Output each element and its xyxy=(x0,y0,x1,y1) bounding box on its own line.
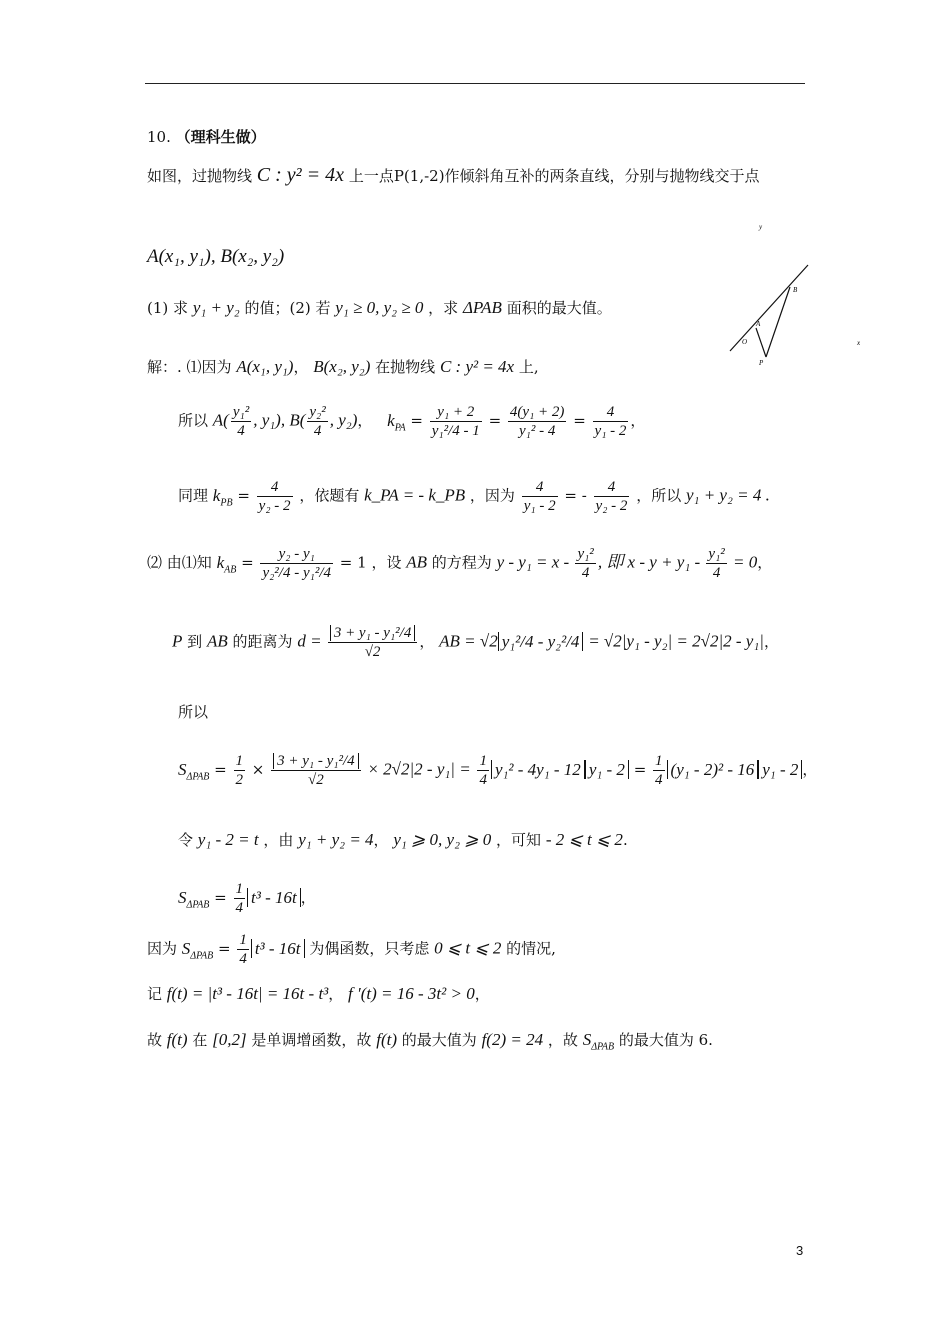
s11-ji: 记 xyxy=(147,985,163,1003)
s5-ab: AB xyxy=(206,631,228,651)
solution-line-4: ⑵ 由⑴知 $k_{AB}$ = $\frac{\text{y₂ - y₁}}{\text{y₂²/4 - y₁²/4}}$ = 1 ，设 AB 的方程为 y - y₁ = x - $\frac{\text{y₁²}}{4}$ , 即 x - y + y₁ - $\frac{\text{y₁²}}{4}$ = 0， xyxy=(147,546,773,581)
f-definition: f(t) = |t³ - 16t| = 16t - t³ xyxy=(166,984,329,1003)
figure-label-o: O xyxy=(742,338,748,346)
slope-relation: k_PA = - k_PB xyxy=(364,485,466,505)
intro-suffix: 上一点P(1,-2)作倾斜角互补的两条直线，分别与抛物线交于点 xyxy=(348,167,760,185)
ab-length: AB = √2 xyxy=(439,631,498,651)
s5-p: P xyxy=(172,631,183,651)
s2-pts-c: , y₂) xyxy=(329,410,358,430)
s3-mid2: ，因为 xyxy=(469,486,515,505)
fraction: $\frac{\text{y₁²}}{4}$ xyxy=(708,546,725,581)
problem-intro xyxy=(147,163,760,187)
fraction: $\frac{\text{3 + y₁ - y₁²/4}}{√2}$ xyxy=(271,752,361,789)
solution-line-11: 记 f(t) = |t³ - 16t| = 16t - t³， f ′(t) = 16 - 3t² > 0， xyxy=(147,984,490,1003)
s2-pts-a: A( xyxy=(212,410,229,430)
s1-curve: C : y² = 4x xyxy=(439,357,515,376)
s1-mid: 在抛物线 xyxy=(375,358,436,376)
s10-suffix: 为偶函数，只考虑 xyxy=(309,939,430,958)
s12-interval: [0,2] xyxy=(212,1030,247,1049)
slope-pa-sub: PA xyxy=(394,421,406,433)
s1-point-b: B(x₂, y₂) xyxy=(313,357,371,376)
solution-line-7: $S_{\Delta PAB}$ = $\frac{1}{2}$ × $\frac{\text{3 + y₁ - y₁²/4}}{√2}$ × 2√2|2 - y₁| = $\frac{1}{4}$ y₁² - 4y₁ - 12 y₁ - 2 = $\frac{1}{4}$ (y₁ - 2)² - 16 y₁ - 2 ， xyxy=(178,753,818,788)
s8-condition: y₁ ⩾ 0, y₂ ⩾ 0 xyxy=(393,830,492,849)
s3-prefix: 同理 xyxy=(178,486,209,505)
q1-suffix: 的值；(2) 若 xyxy=(244,299,331,317)
s1-prefix: 解：. ⑴因为 xyxy=(147,358,232,376)
problem-number: 10. xyxy=(147,128,171,146)
sum-result: y₁ + y₂ = 4 . xyxy=(686,485,770,505)
s12-f2: f(t) xyxy=(376,1030,397,1049)
solution-line-10: 因为 $S_{\Delta PAB}$ = $\frac{1}{4}$ t³ - 16t 为偶函数，只考虑 0 ⩽ t ⩽ 2 的情况, xyxy=(147,932,556,967)
fraction: $\frac{1}{4}$ xyxy=(479,753,487,788)
s8-you: ，由 xyxy=(263,831,294,849)
triangle-name: ΔPAB xyxy=(462,298,502,317)
solution-line-6: 所以 xyxy=(178,703,209,721)
intro-prefix: 如图，过抛物线 xyxy=(147,167,253,185)
figure-label-x: x xyxy=(857,339,861,347)
s3-mid: ，依题有 xyxy=(299,486,360,505)
solution-line-2: 所以 A( $\frac{\text{y₁²}}{4}$ , y₁), B( $\frac{\text{y₂²}}{4}$ , y₂)， $k_{PA}$ = $\frac{\text{y₁ + 2}}{\text{y₁²/4 - 1}}$ = $\frac{\text{4(y₁ + 2)}}{\text{y₁² - 4}}$ = $\frac{4}{\text{y₁ - 2}}$ ， xyxy=(178,404,646,439)
fraction: $\frac{1}{4}$ xyxy=(239,932,247,967)
s8-kz: ，可知 xyxy=(496,831,542,849)
ab-length-tail: = √2|y₁ - y₂| = 2√2|2 - y₁| xyxy=(588,631,764,651)
q2-condition: y₁ ≥ 0, y₂ ≥ 0 xyxy=(335,298,424,317)
fraction: $\frac{4}{\text{y₂ - 2}}$ xyxy=(595,479,628,514)
problem-tag: （理科生做） xyxy=(175,128,266,146)
f-derivative: f ′(t) = 16 - 3t² > 0 xyxy=(348,984,475,1003)
parabola-figure xyxy=(725,215,875,375)
s10-prefix: 因为 xyxy=(147,939,178,958)
s12-value: f(2) = 24 xyxy=(481,1030,544,1049)
figure-label-a: A xyxy=(756,320,761,328)
slope-pa: k xyxy=(387,410,395,430)
s12-end: 的最大值为 6. xyxy=(618,1031,713,1049)
s4-mid: ，设 xyxy=(371,553,402,572)
s2-pts-b: , y₁), B( xyxy=(253,410,306,430)
s4-mid2: 的方程为 xyxy=(431,553,492,572)
fraction: $\frac{\text{y₂ - y₁}}{\text{y₂²/4 - y₁²/4}}$ xyxy=(262,546,332,581)
figure-label-y: y xyxy=(759,223,763,231)
s12-gu: 故 xyxy=(147,1031,163,1049)
s12-s: S xyxy=(582,1030,592,1049)
s5-mid: 的距离为 xyxy=(232,632,293,651)
page-number: 3 xyxy=(796,1243,804,1258)
figure-label-b: B xyxy=(793,286,798,294)
fraction: $\frac{\text{y₁²}}{4}$ xyxy=(232,404,250,439)
solution-line-1: 解：. ⑴因为 A(x₁, y₁)， B(x₂, y₂) 在抛物线 C : y² = 4x 上, xyxy=(147,357,539,376)
fraction: $\frac{\text{4(y₁ + 2)}}{\text{y₁² - 4}}$ xyxy=(509,404,565,439)
fraction: $\frac{\text{y₁ + 2}}{\text{y₁²/4 - 1}}$ xyxy=(431,404,480,439)
q1-expression: y₁ + y₂ xyxy=(192,298,240,317)
fraction: $\frac{\text{y₂²}}{4}$ xyxy=(309,404,326,439)
s4-prefix: ⑵ 由⑴知 xyxy=(147,553,212,572)
problem-questions xyxy=(147,298,612,318)
solution-line-5: P 到 AB 的距离为 d = $\frac{\text{3 + y₁ - y₁²/4}}{√2}$ ， AB = √2 y₁²/4 - y₂²/4 = √2|y₁ - y₂| = 2√2|2 - y₁|， xyxy=(172,625,779,660)
s1-suffix: 上, xyxy=(518,358,539,376)
line-pa xyxy=(756,328,766,357)
s2-prefix: 所以 xyxy=(178,411,209,430)
solution-line-12: 故 f(t) 在 [0,2] 是单调增函数，故 f(t) 的最大值为 f(2) = 24 ，故 $S_{\Delta PAB}$ 的最大值为 6. xyxy=(147,1030,713,1053)
s12-gu2: ，故 xyxy=(547,1031,578,1049)
s1-point-a: A(x₁, y₁) xyxy=(236,357,294,376)
fraction: $\frac{\text{3 + y₁ - y₁²/4}}{√2}$ xyxy=(328,624,418,661)
solution-line-3: 同理 $k_{PB}$ = $\frac{4}{\text{y₂ - 2}}$ ，依题有 k_PA = - k_PB ，因为 $\frac{4}{\text{y₁ - 2}}$ = - $\frac{4}{\text{y₂ - 2}}$ ，所以 y₁ + y₂ = 4 . xyxy=(178,479,770,514)
fraction: $\frac{1}{4}$ xyxy=(235,881,244,916)
s3-mid3: ，所以 xyxy=(636,486,682,505)
fraction: $\frac{\text{y₁²}}{4}$ xyxy=(577,546,594,581)
s12-max: 的最大值为 xyxy=(401,1031,477,1049)
s12-mid: 是单调增函数，故 xyxy=(251,1031,372,1049)
t-range: - 2 ⩽ t ⩽ 2 xyxy=(545,830,623,849)
solution-line-9: $S_{\Delta PAB}$ = $\frac{1}{4}$ t³ - 16t ， xyxy=(178,881,316,916)
s7-mid: × 2√2|2 - y₁| = xyxy=(367,759,471,779)
q1-prefix: (1) 求 xyxy=(147,299,189,317)
header-rule xyxy=(145,83,805,84)
substitution: y₁ - 2 = t xyxy=(197,830,259,849)
fraction: $\frac{4}{\text{y₁ - 2}}$ xyxy=(523,479,556,514)
q2-suffix: 面积的最大值。 xyxy=(506,299,612,317)
fraction: $\frac{1}{2}$ xyxy=(235,753,244,788)
s5-to: 到 xyxy=(187,632,203,651)
fraction: $\frac{4}{\text{y₂ - 2}}$ xyxy=(258,479,291,514)
s12-zai: 在 xyxy=(192,1031,208,1049)
s10-range: 0 ⩽ t ⩽ 2 xyxy=(434,938,502,958)
figure-label-p: P xyxy=(759,359,764,367)
s10-end: 的情况, xyxy=(506,939,556,958)
fraction: $\frac{4}{\text{y₁ - 2}}$ xyxy=(594,404,627,439)
s12-f: f(t) xyxy=(166,1030,188,1049)
fraction: $\frac{1}{4}$ xyxy=(655,753,663,788)
q2-mid: ，求 xyxy=(428,299,459,317)
s8-sum: y₁ + y₂ = 4 xyxy=(298,830,374,849)
s8-ling: 令 xyxy=(178,831,194,849)
solution-line-8: 令 y₁ - 2 = t ，由 y₁ + y₂ = 4， y₁ ⩾ 0, y₂ ⩾ 0 ，可知 - 2 ⩽ t ⩽ 2. xyxy=(178,830,628,849)
intersection-points: A(x₁, y₁), B(x₂, y₂) xyxy=(147,246,285,267)
problem-heading xyxy=(147,128,266,146)
s4-ab: AB xyxy=(406,552,428,572)
curve-equation: C : y² = 4x xyxy=(256,164,345,186)
